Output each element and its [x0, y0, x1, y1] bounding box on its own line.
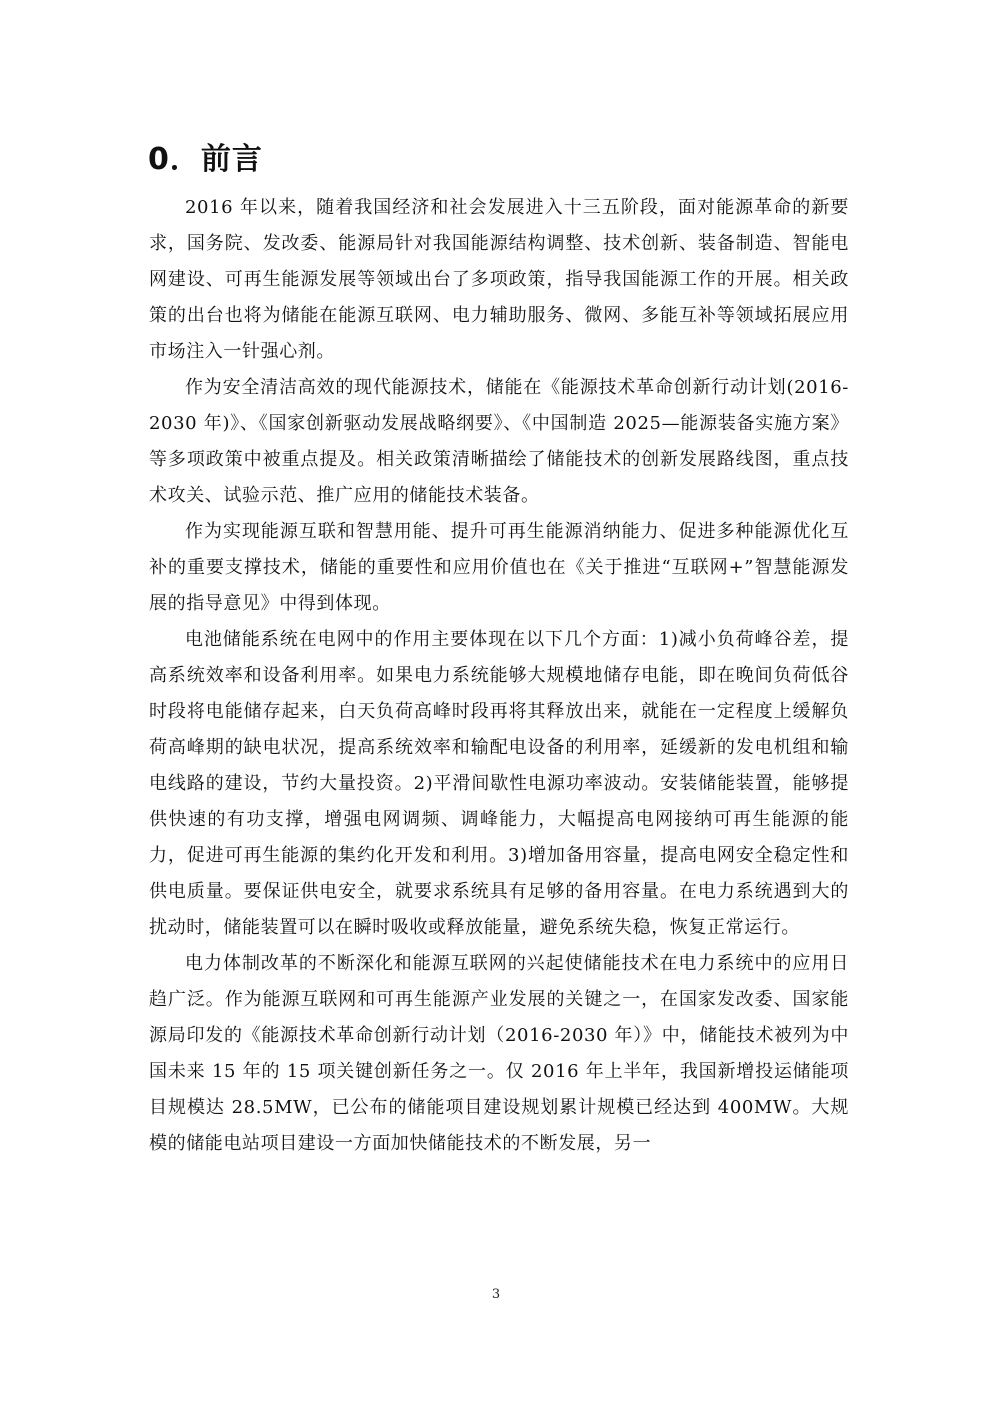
page-number: 3 [491, 1287, 501, 1302]
section-heading: 0．前言 [148, 142, 263, 177]
paragraph-smart-energy: 作为实现能源互联和智慧用能、提升可再生能源消纳能力、促进多种能源优化互补的重要支撑技术，储能的重要性和应用价值也在《关于推进“互联网+”智慧能源发展的指导意见》中得到体现。 [149, 521, 849, 614]
body-text [149, 190, 849, 1162]
paragraph-market-growth: 电力体制改革的不断深化和能源互联网的兴起使储能技术在电力系统中的应用日趋广泛。作为能源互联网和可再生能源产业发展的关键之一，在国家发改委、国家能源局印发的《能源技术革命创新行动计划（2016-2030 年）》中，储能技术被列为中国未来 15 年的 15 项关键创新任务之一。仅 2016 年上半年，我国新增投运储能项目规模达 28.5MW，已公布的储能项目建设规划累计规模已经达到 400MW。大规模的储能电站项目建设一方面加快储能技术的不断发展，另一 [149, 953, 849, 1154]
paragraph-grid-roles: 电池储能系统在电网中的作用主要体现在以下几个方面：1)减小负荷峰谷差，提高系统效率和设备利用率。如果电力系统能够大规模地储存电能，即在晚间负荷低谷时段将电能储存起来，白天负荷高峰时段再将其释放出来，就能在一定程度上缓解负荷高峰期的缺电状况，提高系统效率和输配电设备的利用率，延缓新的发电机组和输电线路的建设，节约大量投资。2)平滑间歇性电源功率波动。安装储能装置，能够提供快速的有功支撑，增强电网调频、调峰能力，大幅提高电网接纳可再生能源的能力，促进可再生能源的集约化开发和利用。3)增加备用容量，提高电网安全稳定性和供电质量。要保证供电安全，就要求系统具有足够的备用容量。在电力系统遇到大的扰动时，储能装置可以在瞬时吸收或释放能量，避免系统失稳，恢复正常运行。 [149, 629, 849, 938]
paragraph-policy-mentions: 作为安全清洁高效的现代能源技术，储能在《能源技术革命创新行动计划(2016-2030 年)》、《国家创新驱动发展战略纲要》、《中国制造 2025—能源装备实施方案》等多项政策中被重点提及。相关政策清晰描绘了储能技术的创新发展路线图，重点技术攻关、试验示范、推广应用的储能技术装备。 [149, 377, 849, 506]
paragraph-policy-overview: 2016 年以来，随着我国经济和社会发展进入十三五阶段，面对能源革命的新要求，国务院、发改委、能源局针对我国能源结构调整、技术创新、装备制造、智能电网建设、可再生能源发展等领域出台了多项政策，指导我国能源工作的开展。相关政策的出台也将为储能在能源互联网、电力辅助服务、微网、多能互补等领域拓展应用市场注入一针强心剂。 [149, 197, 849, 362]
